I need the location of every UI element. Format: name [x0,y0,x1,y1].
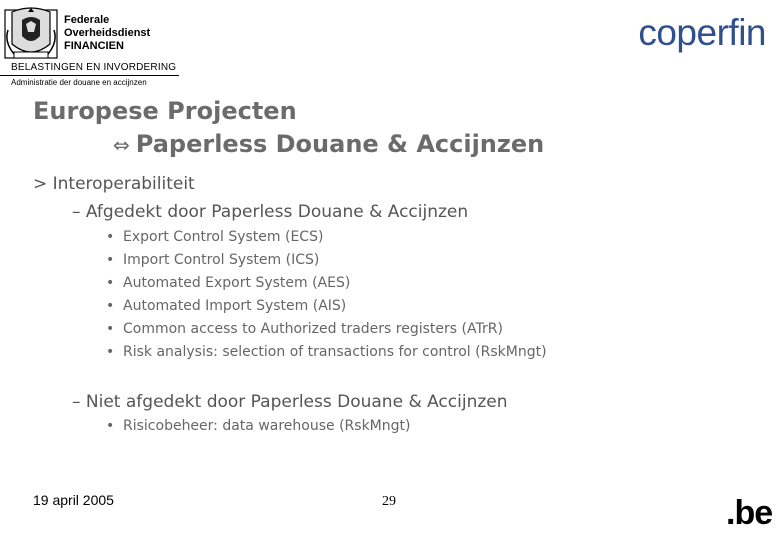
page-number: 29 [382,494,396,509]
ministry-name-line-1: Federale [64,14,110,26]
list-item [106,249,547,272]
bullet-icon: • [106,275,115,291]
list-item [106,341,547,364]
be-logo: .be [726,494,773,532]
list-item [106,295,547,318]
bullet-icon: • [106,229,115,245]
list-item [106,226,547,249]
belgian-crest-icon [4,4,58,62]
list-item-text: Export Control System (ECS) [123,229,324,245]
list-item [106,318,547,341]
bullet-icon: • [106,298,115,314]
list-item [106,272,547,295]
list-item-text: Automated Export System (AES) [123,275,351,291]
covered-heading: – Afgedekt door Paperless Douane & Accijnzen [72,202,469,222]
list-item [106,415,410,438]
slide-title-line-2 [113,130,544,158]
slide-title-line-2-text: Paperless Douane & Accijnzen [135,130,545,158]
administration-name: Administratie der douane en accijnzen [11,78,147,87]
ministry-name-line-3: FINANCIEN [64,40,124,52]
department-name: BELASTINGEN EN INVORDERING [11,62,177,73]
list-item-text: Import Control System (ICS) [123,252,320,268]
bullet-icon: • [106,418,115,434]
coperfin-logo: coperfin [638,12,766,53]
list-item-text: Automated Import System (AIS) [123,298,347,314]
ministry-name-line-2: Overheidsdienst [64,27,151,39]
not-covered-heading: – Niet afgedekt door Paperless Douane & Accijnzen [72,392,508,412]
not-covered-list [106,415,410,438]
slide-title-line-1: Europese Projecten [33,97,297,125]
bullet-icon: • [106,252,115,268]
list-item-text: Risicobeheer: data warehouse (RskMngt) [123,418,411,434]
bullet-icon: • [106,344,115,360]
bullet-icon: • [106,321,115,337]
covered-list [106,226,547,364]
double-arrow-icon: ⇔ [113,133,130,157]
section-heading-interoperability: > Interoperabiliteit [33,174,195,194]
list-item-text: Common access to Authorized traders registers (ATrR) [123,321,503,337]
footer-date: 19 april 2005 [33,492,114,508]
list-item-text: Risk analysis: selection of transactions for control (RskMngt) [123,344,547,360]
header-divider [0,75,179,76]
